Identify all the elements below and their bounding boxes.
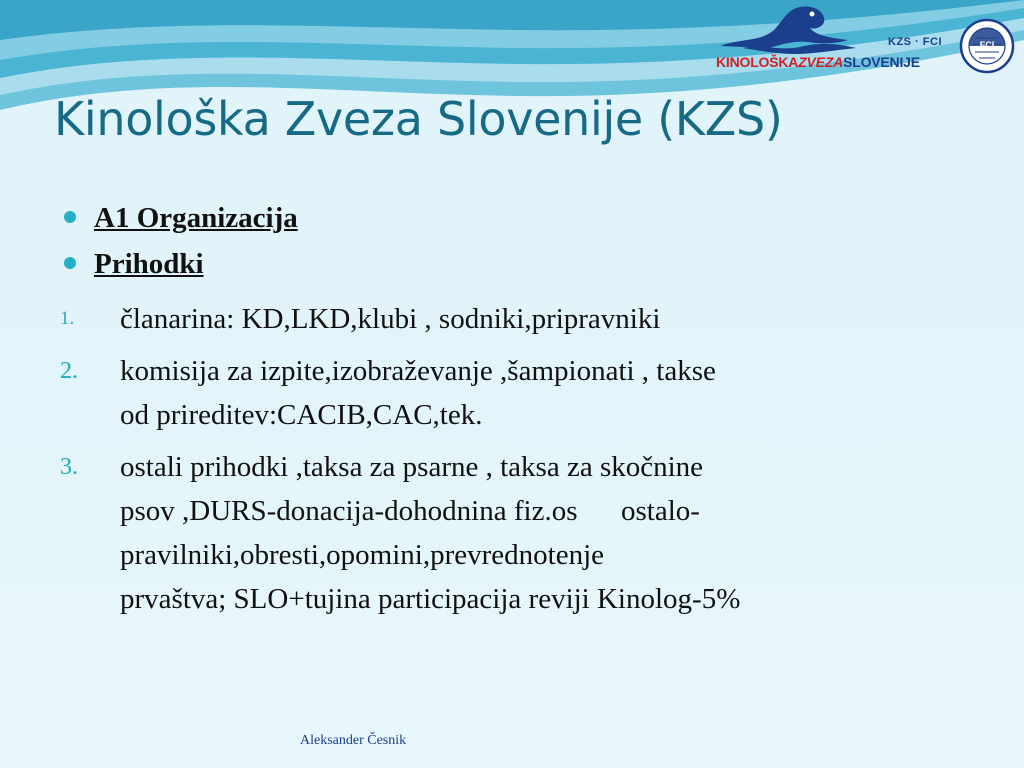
item-number: 3. <box>60 454 78 480</box>
item-number: 2. <box>60 358 78 384</box>
numbered-item-1 <box>60 297 980 341</box>
fci-seal <box>961 20 1013 72</box>
item-text-line: prvaštva; SLO+tujina participacija reviji Kinolog-5% <box>120 583 741 615</box>
bullet-dot-icon <box>64 211 76 223</box>
bullet-label: A1 Organizacija <box>94 202 298 234</box>
item-text-line: pravilniki,obresti,opomini,prevrednotenje <box>120 539 605 571</box>
item-text-line: psov ,DURS-donacija-dohodnina fiz.os ostalo- <box>120 495 700 527</box>
dog-wave-icon <box>720 6 856 54</box>
numbered-item-2 <box>60 349 980 437</box>
wordmark-part-3: SLOVENIJE <box>843 54 920 70</box>
bullet-item <box>60 195 980 241</box>
item-text: članarina: KD,LKD,klubi , sodniki,pripravniki <box>120 303 661 335</box>
item-text-line: od prireditev:CACIB,CAC,tek. <box>120 399 483 431</box>
logo-kzs-fci-label: KZS · FCI <box>888 36 942 48</box>
wordmark-part-2: ZVEZA <box>798 54 844 70</box>
slide-title: Kinološka Zveza Slovenije (KZS) <box>54 92 783 146</box>
item-text-line: komisija za izpite,izobraževanje ,šampionati , takse <box>120 355 716 387</box>
item-text-line: ostali prihodki ,taksa za psarne , taksa za skočnine <box>120 451 704 483</box>
slide-content <box>60 195 980 621</box>
logo-wordmark <box>716 54 920 70</box>
item-number: 1. <box>60 308 75 329</box>
bullet-label: Prihodki <box>94 248 204 280</box>
fci-seal-label: FCI <box>979 40 995 50</box>
wordmark-part-1: KINOLOŠKA <box>716 54 799 70</box>
numbered-item-3 <box>60 445 980 621</box>
footer-author: Aleksander Česnik <box>300 733 407 748</box>
svg-text:· · · · · · · · · ·: · · · · · · · · · · <box>975 23 999 28</box>
bullet-item <box>60 241 980 287</box>
bullet-dot-icon <box>64 257 76 269</box>
